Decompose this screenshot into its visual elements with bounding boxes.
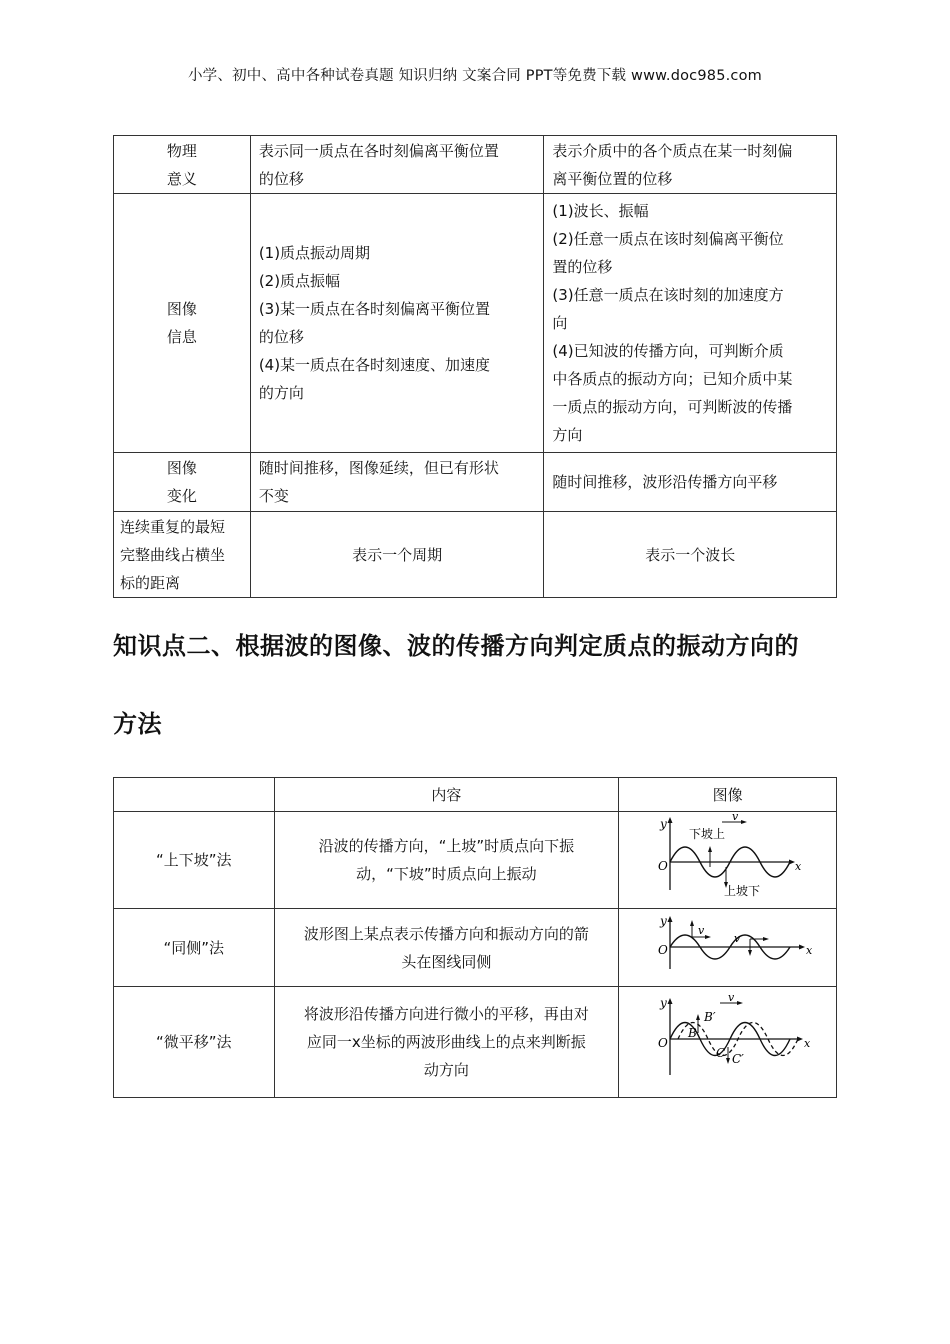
vibration-arrowhead-2 <box>748 950 752 956</box>
velocity-label: v <box>727 991 734 1004</box>
page-header: 小学、初中、高中各种试卷真题 知识归纳 文案合同 PPT等免费下载 www.doc985.com <box>187 68 763 84</box>
table-header-row <box>114 778 837 812</box>
velocity-arrowhead <box>737 1001 743 1005</box>
figure-cell <box>619 812 837 909</box>
origin-label: O <box>657 1036 668 1050</box>
vibration-cell: 表示同一质点在各时刻偏离平衡位置 的位移 <box>250 136 544 194</box>
method-name: “同侧”法 <box>114 909 275 987</box>
table-row <box>114 512 837 598</box>
point-c-prime: C′ <box>731 1052 744 1066</box>
table-row <box>114 136 837 194</box>
vibration-arrowhead-1 <box>690 920 694 926</box>
method-content: 波形图上某点表示传播方向和振动方向的箭 头在图线同侧 <box>274 909 619 987</box>
point-b: B <box>687 1026 697 1040</box>
x-label: x <box>805 944 812 957</box>
velocity-arrowhead <box>741 820 747 824</box>
y-label: y <box>659 817 667 831</box>
vibration-cell: 随时间推移，图像延续，但已有形状 不变 <box>250 453 544 512</box>
table-row <box>114 453 837 512</box>
y-axis-arrow <box>667 916 672 922</box>
header-content: 内容 <box>274 778 619 812</box>
method-content: 将波形沿传播方向进行微小的平移，再由对 应同一x坐标的两波形曲线上的点来判断振 动方向 <box>274 987 619 1098</box>
same-side-figure <box>622 909 834 977</box>
micro-shift-figure <box>622 987 834 1088</box>
up-motion-arrowhead <box>708 846 712 852</box>
velocity-label-1: v <box>697 924 704 937</box>
y-label: y <box>659 996 667 1010</box>
wave-cell: 表示介质中的各个质点在某一时刻偏 离平衡位置的位移 <box>544 136 837 194</box>
comparison-table <box>113 135 837 598</box>
y-label: y <box>659 914 667 928</box>
figure-cell <box>619 987 837 1098</box>
y-axis-arrow <box>667 817 672 823</box>
c-motion-arrowhead <box>726 1058 730 1064</box>
row-label: 图像 变化 <box>114 453 251 512</box>
propagation-arrowhead-2 <box>763 937 769 941</box>
velocity-label: v <box>731 812 738 823</box>
table-row <box>114 812 837 909</box>
vibration-cell: 表示一个周期 <box>250 512 544 598</box>
vibration-cell: (1)质点振动周期 (2)质点振幅 (3)某一质点在各时刻偏离平衡位置 的位移 (4)某一质点在各时刻速度、加速度 的方向 <box>250 194 544 453</box>
wave-cell: 表示一个波长 <box>544 512 837 598</box>
header-empty <box>114 778 275 812</box>
downslope-label: 下坡上 <box>688 827 725 841</box>
y-axis-arrow <box>667 998 672 1004</box>
table-row <box>114 987 837 1098</box>
velocity-label-2: v <box>733 932 740 945</box>
upslope-label: 上坡下 <box>723 884 760 898</box>
header-figure: 图像 <box>619 778 837 812</box>
slope-method-figure <box>622 812 834 899</box>
row-label: 图像 信息 <box>114 194 251 453</box>
x-axis-arrow <box>799 945 805 950</box>
origin-label: O <box>657 859 668 873</box>
methods-table <box>113 777 837 1098</box>
figure-cell <box>619 909 837 987</box>
wave-cell: (1)波长、振幅 (2)任意一质点在该时刻偏离平衡位 置的位移 (3)任意一质点在该时刻的加速度方 向 (4)已知波的传播方向，可判断介质 中各质点的振动方向；已知介质中某 一质点的振动方向，可判断波的传播 方向 <box>544 194 837 453</box>
method-name: “上下坡”法 <box>114 812 275 909</box>
method-name: “微平移”法 <box>114 987 275 1098</box>
table-row <box>114 194 837 453</box>
table-row <box>114 909 837 987</box>
propagation-arrowhead-1 <box>705 935 711 939</box>
x-label: x <box>803 1037 810 1050</box>
method-content: 沿波的传播方向，“上坡”时质点向下振 动，“下坡”时质点向上振动 <box>274 812 619 909</box>
b-motion-arrowhead <box>696 1014 700 1020</box>
wave-cell: 随时间推移，波形沿传播方向平移 <box>544 453 837 512</box>
origin-label: O <box>657 943 668 957</box>
section-title: 知识点二、根据波的图像、波的传播方向判定质点的振动方向的 <box>113 632 799 660</box>
x-label: x <box>794 860 801 873</box>
point-c: C <box>715 1046 725 1060</box>
section-title-cont: 方法 <box>113 710 162 738</box>
row-label: 物理 意义 <box>114 136 251 194</box>
row-label: 连续重复的最短 完整曲线占横坐 标的距离 <box>114 512 251 598</box>
point-b-prime: B′ <box>703 1010 716 1024</box>
